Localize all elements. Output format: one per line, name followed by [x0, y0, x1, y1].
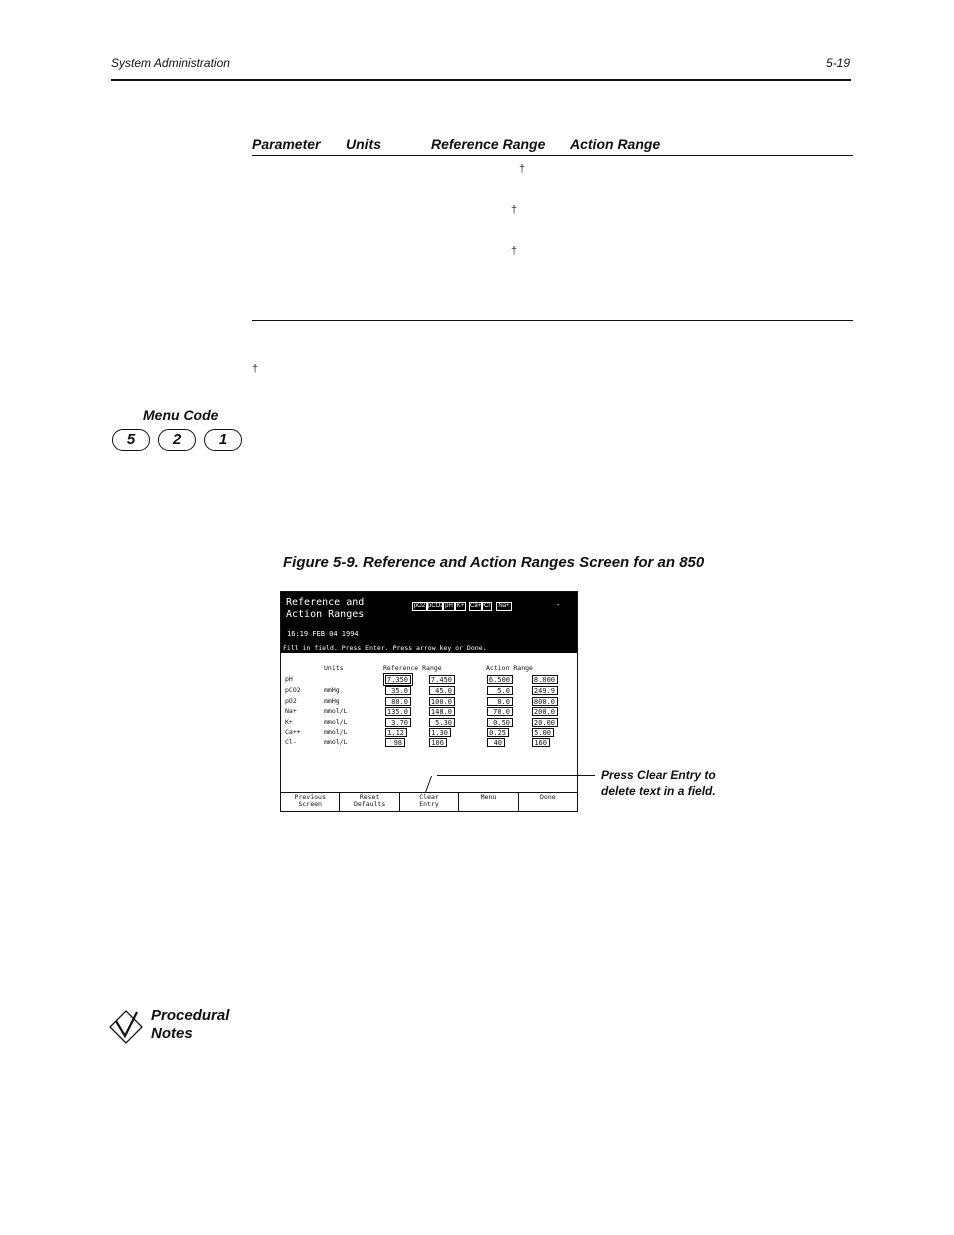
clear-entry-callout: [601, 767, 716, 799]
sensor-po2: pO2: [413, 603, 426, 609]
dagger-mark: †: [511, 204, 518, 216]
action-low-field[interactable]: 0.50: [487, 718, 513, 727]
status-dash: -: [557, 600, 560, 609]
screen-timestamp: 16:19 FEB 04 1994: [287, 630, 359, 638]
dagger-mark: †: [511, 245, 518, 257]
ref-high-field[interactable]: 1.30: [429, 728, 451, 737]
action-low-field[interactable]: 70.0: [487, 707, 513, 716]
sensor-ph: pH: [443, 602, 455, 611]
running-header-section: System Administration: [111, 56, 230, 70]
previous-screen-button[interactable]: Previous Screen: [281, 793, 340, 811]
checkmark-diamond-icon: [108, 1009, 144, 1045]
ref-high-field[interactable]: 5.30: [429, 718, 455, 727]
action-high-field[interactable]: 800.0: [532, 697, 558, 706]
screen-title-line1: Reference and: [286, 597, 365, 608]
clear-entry-button[interactable]: Clear Entry: [400, 793, 459, 811]
sensor-pco2: pCO2: [428, 603, 444, 609]
action-high-field[interactable]: 249.9: [532, 686, 558, 695]
action-high-field[interactable]: 160: [532, 738, 550, 747]
action-low-field[interactable]: 0.25: [487, 728, 509, 737]
footnote-dagger: †: [252, 363, 259, 375]
units-label: mmol/L: [324, 707, 348, 715]
menu-key-5: 5: [112, 429, 150, 451]
sensor-cl: Cl: [482, 602, 492, 611]
ref-low-field[interactable]: 35.0: [385, 686, 411, 695]
ref-high-field[interactable]: 7.450: [429, 675, 455, 684]
action-high-field[interactable]: 20.00: [532, 718, 558, 727]
screen-title: [286, 597, 364, 621]
figure-caption: Figure 5-9. Reference and Action Ranges Screen for an 850: [283, 554, 705, 571]
param-label: Na+: [285, 707, 297, 715]
table-header-parameter: Parameter: [252, 136, 321, 152]
sensor-k: K+: [456, 603, 465, 609]
instruction-bar: Fill in field. Press Enter. Press arrow key or Done.: [281, 644, 577, 653]
ref-high-field[interactable]: 100.0: [429, 697, 455, 706]
action-low-field[interactable]: 6.500: [487, 675, 513, 684]
screen-header: [281, 592, 577, 644]
menu-code-label: Menu Code: [143, 407, 219, 423]
sensor-na: Na+: [496, 602, 512, 611]
ref-high-field[interactable]: 106: [429, 738, 447, 747]
units-label: mmol/L: [324, 718, 348, 726]
menu-key-1: 1: [204, 429, 242, 451]
page-number: 5-19: [825, 56, 850, 70]
table-header-rule: [252, 155, 853, 156]
softkey-bar: [281, 792, 577, 811]
ref-low-field[interactable]: 1.12: [385, 728, 407, 737]
ref-low-field[interactable]: 98: [385, 738, 405, 747]
sensor-ca: Ca++: [470, 603, 485, 609]
ref-low-field[interactable]: 135.0: [385, 707, 411, 716]
action-low-field[interactable]: 40: [487, 738, 505, 747]
ref-high-field[interactable]: 148.0: [429, 707, 455, 716]
units-label: mmol/L: [324, 728, 348, 736]
units-label: mmol/L: [324, 738, 348, 746]
action-high-field[interactable]: 8.000: [532, 675, 558, 684]
ref-low-field[interactable]: 80.0: [385, 697, 411, 706]
action-low-field[interactable]: 0.0: [487, 697, 513, 706]
table-bottom-rule: [252, 320, 853, 321]
ref-low-field[interactable]: 7.350: [385, 675, 411, 684]
ref-low-field[interactable]: 3.70: [385, 718, 411, 727]
param-label: K+: [285, 718, 293, 726]
procedural-notes-heading: [151, 1007, 229, 1043]
action-low-field[interactable]: 5.0: [487, 686, 513, 695]
menu-button[interactable]: Menu: [459, 793, 518, 811]
reset-defaults-button[interactable]: Reset Defaults: [340, 793, 399, 811]
column-header-action-range: Action Range: [486, 664, 533, 672]
column-header-reference-range: Reference Range: [383, 664, 442, 672]
ref-high-field[interactable]: 45.0: [429, 686, 455, 695]
table-header-reference-range: Reference Range: [431, 136, 546, 152]
param-label: Ca++: [285, 728, 301, 736]
done-button[interactable]: Done: [540, 793, 556, 801]
procedural-line1: Procedural: [151, 1007, 230, 1024]
callout-leader-line: [437, 775, 595, 776]
param-label: pH: [285, 675, 293, 683]
dagger-mark: †: [519, 163, 526, 175]
callout-line1: Press Clear Entry to: [601, 768, 716, 782]
procedural-line2: Notes: [151, 1025, 193, 1042]
table-header-action-range: Action Range: [570, 136, 661, 152]
callout-line2: delete text in a field.: [601, 784, 716, 798]
units-label: mmHg: [324, 686, 340, 694]
screen-title-line2: Action Ranges: [286, 609, 365, 620]
param-label: Cl-: [285, 738, 297, 746]
action-high-field[interactable]: 200.0: [532, 707, 558, 716]
param-label: pCO2: [285, 686, 301, 694]
header-rule: [111, 79, 851, 81]
units-label: mmHg: [324, 697, 340, 705]
param-label: pO2: [285, 697, 297, 705]
menu-key-2: 2: [158, 429, 196, 451]
action-high-field[interactable]: 5.00: [532, 728, 554, 737]
column-header-units: Units: [324, 664, 344, 672]
table-header-units: Units: [346, 136, 381, 152]
